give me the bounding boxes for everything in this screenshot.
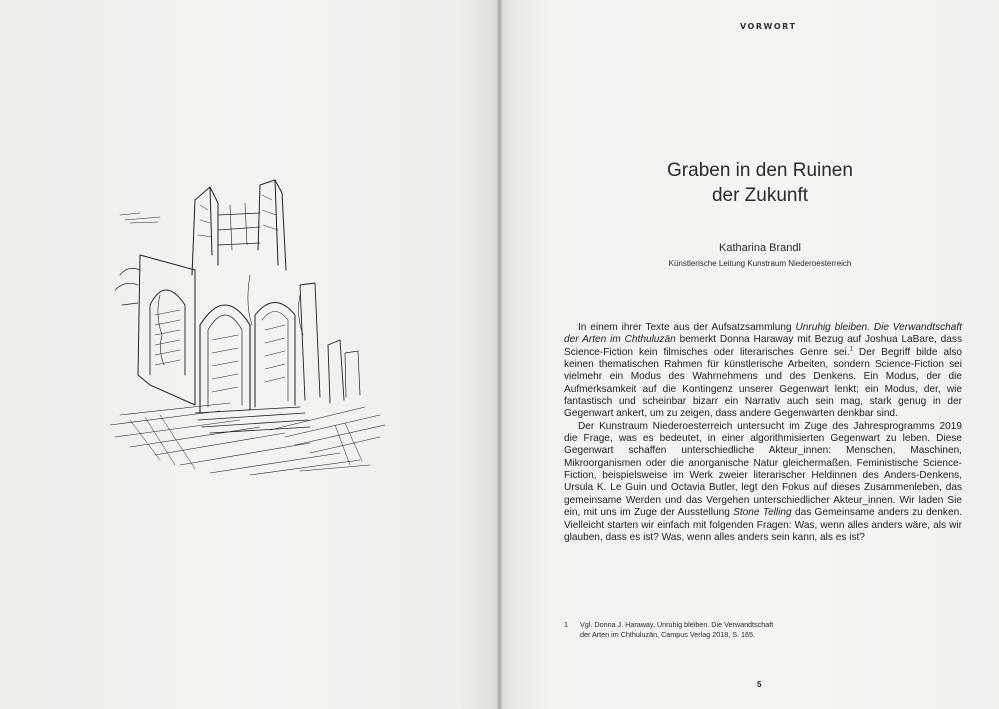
footnote-number: 1 <box>564 620 568 629</box>
footnote <box>564 620 774 640</box>
paragraph-1 <box>564 322 962 421</box>
footnote-text: Vgl. Donna J. Haraway, Unruhig bleiben. Die Verwandtschaft der Arten im Chthuluzän, Campus Verlag 2018, S. 165. <box>580 620 774 639</box>
title-line-2: der Zukunft <box>711 185 809 206</box>
paragraph-1-part-a: In einem ihrer Texte aus der Aufsatzsammlung <box>578 322 796 333</box>
paragraph-1-part-c: bemerkt Donna Haraway mit Bezug auf Joshua LaBare, dass Science-Fiction kein filmisches oder literarisches Genre sei. <box>564 334 962 358</box>
body-text <box>564 322 962 544</box>
footnote-reference: 1 <box>849 346 853 353</box>
paragraph-2 <box>564 421 962 544</box>
book-title-italic: Unruhig bleiben. Die Verwandtschaft der Arten im Chthuluzän <box>564 322 962 346</box>
paragraph-2-part-a: Der Kunstraum Niederoesterreich untersucht im Zuge des Jahresprogramms 2019 die Frage, was es bedeutet, in einer algorithmisierten Gegenwart zu leben. Diese Gegenwart schaffen unterschiedliche Akteur_innen: Menschen, Maschinen, Mikroorganismen oder die anorganische Natur gleichermaßen. Feministische Science-Fiction, beispielsweise im Werk zweier literarischer Heldinnen des Anders-Denkens, Ursula K. Le Guin und Octavia Butler, legt den Fokus auf dieses Zusammenleben, das gemeinsame Werden und das Vergehen unterschiedlicher Akteur_innen. Wir laden Sie ein, mit uns im Zuge der Ausstellung <box>564 420 962 519</box>
author-affiliation: Künstlerische Leitung Kunstraum Niederoesterreich <box>668 259 852 268</box>
ruin-sketch-illustration <box>100 175 400 485</box>
paragraph-1-part-d: Der Begriff bilde also keinen thematischen Rahmen für künstlerische Arbeiten, sondern Science-Fiction sei vielmehr ein Modus des Wahrnehmens und des Denkens. Ein Modus, der die Aufmerksamkeit auf die Kontingenz unserer Gegenwart lenkt; ein Modus, der, wie fantastisch und scheinbar bizarr ein Narrativ auch sein mag, stark genug in der Gegenwart ankert, um zu zeigen, dass andere Gegenwarten denkbar sind. <box>564 346 962 420</box>
page-number: 5 <box>757 680 762 689</box>
paragraph-2-part-c: das Gemeinsame anders zu denken. Vielleicht starten wir einfach mit folgenden Fragen: Was, wenn alles anders wäre, als wir glauben, dass es ist? Was, wenn alles anders sein kann, als es ist? <box>564 507 962 543</box>
right-page <box>500 0 999 709</box>
exhibition-title-italic: Stone Telling <box>733 507 792 519</box>
author-name: Katharina Brandl <box>719 242 801 254</box>
title-line-1: Graben in den Ruinen <box>667 160 853 181</box>
running-head: VORWORT <box>740 22 797 31</box>
book-gutter <box>497 0 502 709</box>
chapter-title <box>630 158 890 208</box>
